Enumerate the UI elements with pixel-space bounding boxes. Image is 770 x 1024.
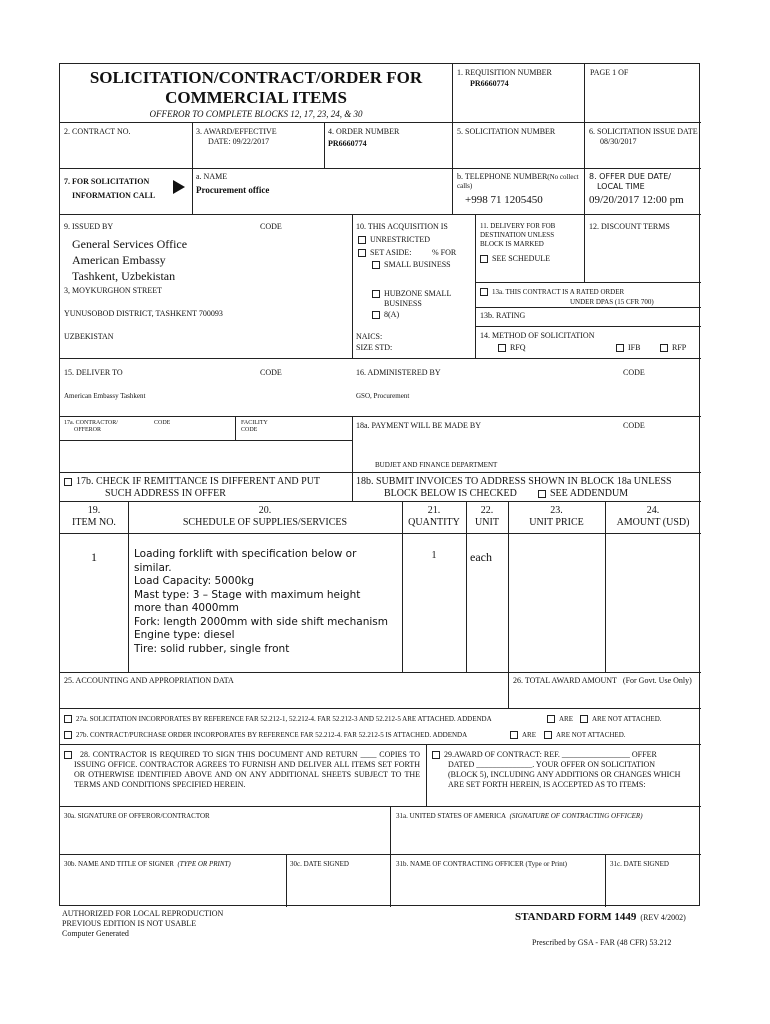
deliver-to-label: 15. DELIVER TO [64,368,123,377]
clause-27b-checkbox[interactable] [64,731,72,739]
clause-27a-checkbox[interactable] [64,715,72,723]
size-std-label: SIZE STD: [356,343,393,352]
hubzone-checkbox[interactable] [372,290,380,298]
form-subtitle: OFFEROR TO COMPLETE BLOCKS 12, 17, 23, 24, & 30 [149,109,363,119]
solicitation-call-line-2: INFORMATION CALL [72,191,156,200]
rated-order-text: 13a. THIS CONTRACT IS A RATED ORDER [492,288,625,296]
deliver-to-code-label: CODE [260,368,282,377]
small-business-checkbox[interactable] [372,261,380,269]
line-item-unit[interactable]: each [470,550,492,564]
discount-terms-label: 12. DISCOUNT TERMS [589,222,670,231]
issued-by-line-3: Tashkent, Uzbekistan [72,269,176,283]
contractor-code-label: CODE [154,420,171,426]
delivery-fob-line-3: BLOCK IS MARKED [480,240,544,248]
standard-form-number: STANDARD FORM 1449 [515,911,637,923]
submit-invoices-line-1: 18b. SUBMIT INVOICES TO ADDRESS SHOWN IN BLOCK 18a UNLESS [356,476,672,487]
small-business-text: SMALL BUSINESS [384,260,451,269]
telephone-value[interactable]: +998 71 1205450 [465,194,543,206]
issue-date-value[interactable]: 08/30/2017 [600,137,637,146]
form-title [60,68,452,108]
item-no-header [60,505,128,529]
standard-form-label [515,907,686,925]
footer-auth-line-3: Computer Generated [62,929,129,938]
block-28-text: 28. CONTRACTOR IS REQUIRED TO SIGN THIS DOCUMENT AND RETURN ____ COPIES TO ISSUING OFFICE. CONTRACTOR AGREES TO FURNISH AND DELIVER ALL ITEMS SET FORTH OR OTHERWISE IDENTIFIED ABOVE AND ON ANY ADDITIONAL SHEETS SUBJECT TO THE TERMS AND CONDITIONS SPECIFIED HEREIN. [74,750,420,789]
signer-name-text: 30b. NAME AND TITLE OF SIGNER [64,860,174,868]
solicitation-no-label: 5. SOLICITATION NUMBER [457,127,556,136]
quantity-header-text: QUANTITY [408,517,460,528]
rfp-checkbox[interactable] [660,344,668,352]
see-schedule-text: SEE SCHEDULE [492,254,550,263]
see-addendum-text: SEE ADDENDUM [550,488,629,499]
rfp-option[interactable] [660,343,686,353]
award-label: 3. AWARD/EFFECTIVE [196,127,277,136]
clause-27b-are-not-text: ARE NOT ATTACHED. [556,731,626,739]
administered-by-label: 16. ADMINISTERED BY [356,368,441,377]
footer-auth-line-2: PREVIOUS EDITION IS NOT USABLE [62,919,197,928]
item-no-header-num: 19. [87,505,101,516]
clause-27b-are-not-checkbox[interactable] [544,731,552,739]
small-business-option[interactable] [372,260,451,270]
rating-label: 13b. RATING [480,311,526,320]
unit-header-num: 22. [480,505,494,516]
supplies-header-num: 20. [258,505,272,516]
delivery-fob-label [480,222,555,249]
unrestricted-text: UNRESTRICTED [370,235,430,244]
desc-line: Load Capacity: 5000kg [134,575,254,587]
contractor-label-2: OFFEROR [74,427,102,433]
item-no-header-text: ITEM NO. [72,517,116,528]
officer-date-signed-label: 31c. DATE SIGNED [610,860,669,868]
facility-label-1: FACILITY [241,420,268,426]
signature-officer-label [396,812,643,821]
requisition-label: 1. REQUISITION NUMBER [457,68,552,77]
line-item-description[interactable] [134,548,402,656]
signer-name-label [64,860,231,869]
method-label: 14. METHOD OF SOLICITATION [480,331,595,340]
acquisition-label: 10. THIS ACQUISITION IS [356,222,448,231]
desc-line: Loading forklift with specification below or [134,548,357,560]
offer-due-label [589,172,671,192]
prescribed-by: Prescribed by GSA - FAR (48 CFR) 53.212 [532,938,672,947]
solicitation-call-label [64,177,155,201]
officer-name-label: 31b. NAME OF CONTRACTING OFFICER (Type or Print) [396,860,568,868]
payment-value[interactable]: BUDJET AND FINANCE DEPARTMENT [375,461,498,469]
offer-due-label-1: 8. OFFER DUE DATE/ [589,172,671,181]
telephone-label [457,172,579,191]
standard-form-rev: (REV 4/2002) [640,913,686,922]
facility-label-2: CODE [241,427,258,433]
signer-name-note: (TYPE OR PRINT) [177,860,231,868]
block-29-line-3: (BLOCK 5), INCLUDING ANY ADDITIONS OR CHANGES WHICH [448,770,681,779]
delivery-fob-line-1: 11. DELIVERY FOR FOB [480,222,556,230]
unrestricted-option[interactable] [358,235,430,245]
hubzone-text-2: BUSINESS [384,299,422,308]
issued-by-line-1: General Services Office [72,237,188,251]
total-award-label [513,676,692,686]
eight-a-option[interactable] [372,310,399,320]
clause-27a-are-text: ARE [559,715,573,723]
block-29-checkbox[interactable] [432,751,440,759]
unit-price-header-text: UNIT PRICE [529,517,584,528]
administered-by-value[interactable]: GSO, Procurement [356,392,410,400]
contact-name-label: a. NAME [196,172,228,181]
set-aside-text: SET ASIDE: [370,248,412,257]
desc-line: Mast type: 3 – Stage with maximum height [134,588,361,601]
payment-label: 18a. PAYMENT WILL BE MADE BY [356,421,482,430]
remittance-line-1: 17b. CHECK IF REMITTANCE IS DIFFERENT AND PUT [76,476,321,487]
block-29-line-1: 29.AWARD OF CONTRACT: REF. _________________ OFFER [444,750,657,759]
set-aside-option[interactable] [358,248,411,258]
rfp-text: RFP [672,343,687,352]
signature-officer-note: (SIGNATURE OF CONTRACTING OFFICER) [509,812,643,820]
total-award-note: (For Govt. Use Only) [622,676,692,685]
submit-invoices-line-2: BLOCK BELOW IS CHECKED [384,488,517,499]
accounting-label: 25. ACCOUNTING AND APPROPRIATION DATA [64,676,234,685]
remittance-option[interactable] [64,476,320,488]
eight-a-checkbox[interactable] [372,311,380,319]
rated-order-option[interactable] [480,288,624,297]
issued-by-line-2: American Embassy [72,253,166,267]
unrestricted-checkbox[interactable] [358,236,366,244]
see-schedule-checkbox[interactable] [480,255,488,263]
amount-header-text: AMOUNT (USD) [616,517,690,528]
hubzone-text: HUBZONE SMALL [384,289,452,298]
supplies-header [128,505,402,529]
clause-27a-text: 27a. SOLICITATION INCORPORATES BY REFERENCE FAR 52.212-1, 52.212-4. FAR 52.212-3 AND 52.212-5 ARE ATTACHED. ADDENDA [76,715,492,723]
contractor-label [64,420,118,434]
requisition-value[interactable]: PR6660774 [470,79,509,88]
clause-27b[interactable] [64,731,467,740]
order-value[interactable]: PR6660774 [328,139,367,148]
clause-27b-are-text: ARE [522,731,536,739]
clause-27a-are-not[interactable] [580,715,662,724]
ifb-checkbox[interactable] [616,344,624,352]
issued-by-district: YUNUSOBOD DISTRICT, TASHKENT 700093 [64,309,223,318]
remittance-checkbox[interactable] [64,478,72,486]
ifb-option[interactable] [616,343,640,353]
ifb-text: IFB [628,343,641,352]
see-addendum-option[interactable] [538,488,628,500]
solicitation-call-line-1: 7. FOR SOLICITATION [64,177,150,186]
block-29-line-4: ARE SET FORTH HEREIN, IS ACCEPTED AS TO ITEMS: [448,780,646,789]
unit-price-header-num: 23. [550,505,563,516]
see-schedule-option[interactable] [480,254,550,264]
desc-line: similar. [134,561,172,574]
clause-27b-are-not[interactable] [544,731,626,740]
clause-27b-text: 27b. CONTRACT/PURCHASE ORDER INCORPORATES BY REFERENCE FAR 52.212-4. FAR 52.212-5 IS ATTACHED. ADDENDA [76,731,468,739]
clause-27a[interactable] [64,715,492,724]
title-line-1: SOLICITATION/CONTRACT/ORDER FOR [89,68,423,87]
line-item-number[interactable]: 1 [91,550,97,564]
remittance-line-2: SUCH ADDRESS IN OFFER [105,488,226,499]
desc-line: Fork: length 2000mm with side shift mechanism [134,615,388,628]
deliver-to-value[interactable]: American Embassy Tashkent [64,392,146,400]
footer-auth-line-1: AUTHORIZED FOR LOCAL REPRODUCTION [62,909,224,918]
telephone-note: (No collect [547,173,579,181]
set-aside-checkbox[interactable] [358,249,366,257]
offer-due-label-2: LOCAL TIME [597,182,645,191]
eight-a-text: 8(A) [384,310,400,319]
contract-no-label: 2. CONTRACT NO. [64,127,131,136]
rated-order-checkbox[interactable] [480,288,488,296]
title-line-2: COMMERCIAL ITEMS [165,88,347,107]
clause-27a-are-not-checkbox[interactable] [580,715,588,723]
clause-27a-are-checkbox[interactable] [547,715,555,723]
issued-by-country: UZBEKISTAN [64,332,114,341]
signature-offeror-label: 30a. SIGNATURE OF OFFEROR/CONTRACTOR [64,812,210,820]
signature-offeror-field[interactable] [62,824,388,854]
pct-for-label: % FOR [432,248,457,257]
clause-27b-are-checkbox[interactable] [510,731,518,739]
contractor-label-1: 17a. CONTRACTOR/ [64,420,118,426]
issued-by-code-label: CODE [260,222,282,231]
desc-line: more than 4000mm [134,602,239,614]
desc-line: Engine type: diesel [134,629,235,641]
issue-date-label: 6. SOLICITATION ISSUE DATE [589,127,698,136]
hubzone-option[interactable] [372,289,451,309]
block-29 [432,750,680,790]
contact-name-value[interactable]: Procurement office [196,185,270,195]
block-29-line-2: DATED ______________. YOUR OFFER ON SOLICITATION [448,760,656,769]
arrow-right-icon [173,180,185,194]
desc-line: Tire: solid rubber, single front [134,642,290,655]
telephone-note-2: calls) [457,182,473,190]
clause-27a-are-not-text: ARE NOT ATTACHED. [592,715,662,723]
naics-label: NAICS: [356,332,383,341]
order-label: 4. ORDER NUMBER [328,127,400,136]
page-label: PAGE 1 OF [590,68,629,77]
see-addendum-checkbox[interactable] [538,490,546,498]
rated-order-label-2: UNDER DPAS (15 CFR 700) [570,298,654,306]
offeror-date-signed-label: 30c. DATE SIGNED [290,860,349,868]
block-28-checkbox[interactable] [64,751,72,759]
amount-header-num: 24. [646,505,660,516]
administered-by-code-label: CODE [623,368,645,377]
supplies-header-text: SCHEDULE OF SUPPLIES/SERVICES [182,517,348,528]
unit-header-text: UNIT [475,517,499,528]
quantity-header-num: 21. [427,505,441,516]
unit-header [466,505,508,529]
clause-27b-are[interactable] [510,731,536,740]
amount-header [605,505,701,529]
telephone-label-text: b. TELEPHONE NUMBER [457,172,548,181]
signature-officer-text: 31a. UNITED STATES OF AMERICA [396,812,507,820]
signature-officer-field[interactable] [392,824,698,854]
unit-price-header [508,505,605,529]
offer-due-value[interactable]: 09/20/2017 12:00 pm [589,194,684,206]
issued-by-label: 9. ISSUED BY [64,222,114,231]
payment-code-label: CODE [623,421,645,430]
facility-code-label [241,420,268,434]
rfq-checkbox[interactable] [498,344,506,352]
delivery-fob-line-2: DESTINATION UNLESS [480,231,555,239]
issued-by-street: 3, MOYKURGHON STREET [64,286,162,295]
issued-by-address [72,236,187,284]
quantity-header [402,505,466,529]
sf1449-form [59,63,700,906]
footer-authorization [62,909,223,939]
award-date[interactable]: DATE: 09/22/2017 [208,137,270,146]
total-award-text: 26. TOTAL AWARD AMOUNT [513,676,617,685]
rfq-text: RFQ [510,343,526,352]
clause-27a-are[interactable] [547,715,573,724]
line-item-quantity[interactable]: 1 [431,550,437,561]
rfq-option[interactable] [498,343,526,353]
